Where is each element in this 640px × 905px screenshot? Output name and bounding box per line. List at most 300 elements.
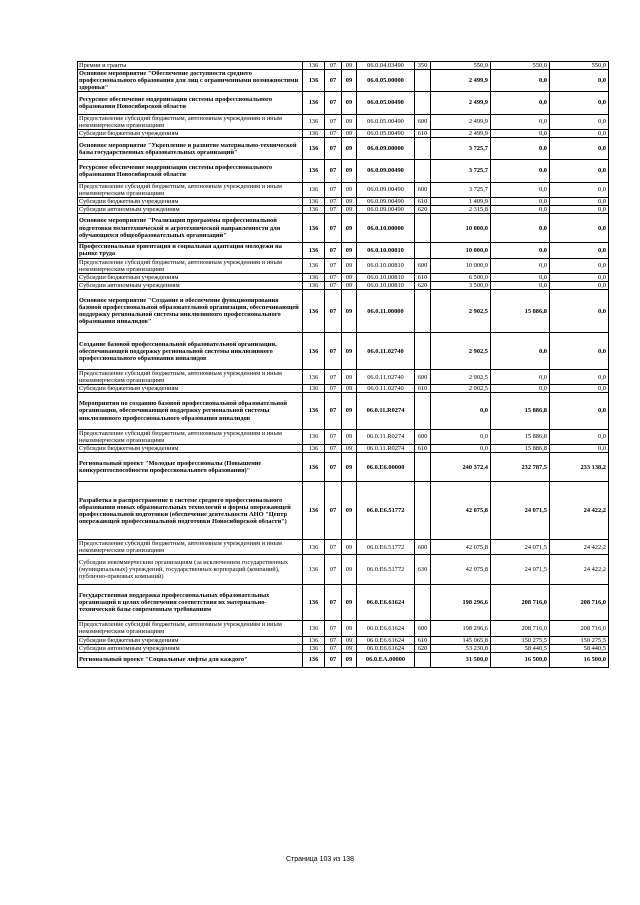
row-gr: 136 bbox=[303, 258, 325, 273]
row-rz: 07 bbox=[325, 289, 342, 333]
row-vr: 620 bbox=[415, 281, 431, 289]
row-name: Предоставление субсидий бюджетным, автономным учреждениям и иным некоммерческим организациям bbox=[78, 429, 303, 444]
row-amount-year3: 0,0 bbox=[550, 369, 609, 384]
row-amount-year2: 208 716,0 bbox=[491, 584, 550, 621]
row-name: Субсидии бюджетным учреждениям bbox=[78, 129, 303, 137]
row-vr: 610 bbox=[415, 273, 431, 281]
row-rz: 07 bbox=[325, 369, 342, 384]
row-name: Ресурсное обеспечение модернизации системы профессионального образования Новосибирской области bbox=[78, 92, 303, 114]
row-gr: 136 bbox=[303, 182, 325, 197]
row-vr: 600 bbox=[415, 258, 431, 273]
row-gr: 136 bbox=[303, 243, 325, 258]
table-row bbox=[78, 385, 609, 393]
row-csr: 06.0.09.00490 bbox=[357, 205, 415, 213]
row-amount-year2: 0,0 bbox=[491, 258, 550, 273]
row-name: Субсидии автономным учреждениям bbox=[78, 205, 303, 213]
table-row bbox=[78, 636, 609, 644]
table-row bbox=[78, 137, 609, 159]
row-amount-year2: 15 886,8 bbox=[491, 289, 550, 333]
row-amount-year1: 42 075,8 bbox=[431, 555, 491, 584]
row-gr: 136 bbox=[303, 92, 325, 114]
row-pr: 09 bbox=[342, 540, 357, 555]
row-name: Предоставление субсидий бюджетным, автономным учреждениям и иным некоммерческим организациям bbox=[78, 621, 303, 636]
row-amount-year1: 2 499,9 bbox=[431, 92, 491, 114]
table-row bbox=[78, 62, 609, 70]
row-amount-year2: 0,0 bbox=[491, 205, 550, 213]
table-row bbox=[78, 621, 609, 636]
row-amount-year3: 24 422,2 bbox=[550, 540, 609, 555]
table-row bbox=[78, 129, 609, 137]
row-pr: 09 bbox=[342, 369, 357, 384]
row-gr: 136 bbox=[303, 205, 325, 213]
row-amount-year2: 0,0 bbox=[491, 385, 550, 393]
row-amount-year3: 0,0 bbox=[550, 182, 609, 197]
row-csr: 06.0.05.00490 bbox=[357, 129, 415, 137]
row-amount-year1: 2 499,9 bbox=[431, 114, 491, 129]
row-vr bbox=[415, 160, 431, 182]
row-amount-year2: 0,0 bbox=[491, 70, 550, 92]
table-row bbox=[78, 652, 609, 667]
row-name: Основное мероприятие "Реализация программы профессиональной подготовки политехнической и агротехнической направленности для обучающихся общеобразовательных организаций" bbox=[78, 213, 303, 242]
row-rz: 07 bbox=[325, 636, 342, 644]
row-amount-year1: 2 315,8 bbox=[431, 205, 491, 213]
row-gr: 136 bbox=[303, 555, 325, 584]
row-pr: 09 bbox=[342, 393, 357, 430]
table-row bbox=[78, 429, 609, 444]
row-csr: 06.0.11.R0274 bbox=[357, 429, 415, 444]
row-vr bbox=[415, 393, 431, 430]
table-row bbox=[78, 243, 609, 258]
row-gr: 136 bbox=[303, 393, 325, 430]
row-pr: 09 bbox=[342, 182, 357, 197]
row-vr: 630 bbox=[415, 555, 431, 584]
row-amount-year2: 0,0 bbox=[491, 92, 550, 114]
table-row bbox=[78, 540, 609, 555]
row-amount-year1: 42 075,8 bbox=[431, 540, 491, 555]
row-vr: 600 bbox=[415, 182, 431, 197]
row-vr bbox=[415, 482, 431, 540]
row-amount-year3: 0,0 bbox=[550, 429, 609, 444]
row-amount-year1: 240 372,4 bbox=[431, 453, 491, 482]
row-name: Субсидии автономным учреждениям bbox=[78, 644, 303, 652]
row-gr: 136 bbox=[303, 137, 325, 159]
row-amount-year3: 0,0 bbox=[550, 243, 609, 258]
row-name: Субсидии бюджетным учреждениям bbox=[78, 385, 303, 393]
row-vr: 600 bbox=[415, 540, 431, 555]
row-rz: 07 bbox=[325, 182, 342, 197]
row-amount-year3: 550,0 bbox=[550, 62, 609, 70]
row-name: Создание базовой профессиональной образовательной организации, обеспечивающей поддержку региональной системы инклюзивного профессионального образования инвалидов bbox=[78, 333, 303, 370]
row-csr: 06.0.E6.51772 bbox=[357, 540, 415, 555]
row-amount-year3: 0,0 bbox=[550, 273, 609, 281]
row-vr: 350 bbox=[415, 62, 431, 70]
row-gr: 136 bbox=[303, 636, 325, 644]
row-rz: 07 bbox=[325, 197, 342, 205]
row-csr: 06.0.E6.61624 bbox=[357, 584, 415, 621]
row-rz: 07 bbox=[325, 393, 342, 430]
row-pr: 09 bbox=[342, 453, 357, 482]
row-gr: 136 bbox=[303, 540, 325, 555]
row-amount-year3: 0,0 bbox=[550, 258, 609, 273]
row-name: Ресурсное обеспечение модернизации системы профессионального образования Новосибирской области bbox=[78, 160, 303, 182]
row-amount-year2: 15 886,8 bbox=[491, 429, 550, 444]
row-gr: 136 bbox=[303, 652, 325, 667]
row-amount-year2: 0,0 bbox=[491, 114, 550, 129]
row-name: Региональный проект "Социальные лифты для каждого" bbox=[78, 652, 303, 667]
row-csr: 06.0.11.02740 bbox=[357, 385, 415, 393]
row-gr: 136 bbox=[303, 369, 325, 384]
row-csr: 06.0.E6.61624 bbox=[357, 644, 415, 652]
row-amount-year3: 0,0 bbox=[550, 385, 609, 393]
row-amount-year2: 0,0 bbox=[491, 273, 550, 281]
table-row bbox=[78, 482, 609, 540]
row-rz: 07 bbox=[325, 555, 342, 584]
row-rz: 07 bbox=[325, 385, 342, 393]
row-rz: 07 bbox=[325, 540, 342, 555]
row-vr bbox=[415, 453, 431, 482]
row-name: Региональный проект "Молодые профессионалы (Повышение конкурентоспособности профессионального образования)" bbox=[78, 453, 303, 482]
row-vr: 620 bbox=[415, 205, 431, 213]
row-amount-year1: 2 499,9 bbox=[431, 129, 491, 137]
row-csr: 06.0.09.00490 bbox=[357, 182, 415, 197]
row-gr: 136 bbox=[303, 70, 325, 92]
row-rz: 07 bbox=[325, 281, 342, 289]
row-csr: 06.0.10.00810 bbox=[357, 258, 415, 273]
table-row bbox=[78, 444, 609, 452]
row-amount-year3: 0,0 bbox=[550, 129, 609, 137]
row-rz: 07 bbox=[325, 213, 342, 242]
row-amount-year3: 0,0 bbox=[550, 281, 609, 289]
row-name: Субсидии бюджетным учреждениям bbox=[78, 197, 303, 205]
row-amount-year1: 10 000,0 bbox=[431, 243, 491, 258]
row-pr: 09 bbox=[342, 205, 357, 213]
row-gr: 136 bbox=[303, 453, 325, 482]
row-amount-year2: 16 500,0 bbox=[491, 652, 550, 667]
row-amount-year1: 145 065,8 bbox=[431, 636, 491, 644]
row-amount-year1: 2 902,5 bbox=[431, 369, 491, 384]
row-name: Основное мероприятие "Создание и обеспечение функционирования базовой профессиональной образовательной организации, обеспечивающей поддержку региональной системы инклюзивного профессионального образования инвалидов" bbox=[78, 289, 303, 333]
row-name: Субсидии автономным учреждениям bbox=[78, 281, 303, 289]
row-amount-year1: 10 000,0 bbox=[431, 213, 491, 242]
row-rz: 07 bbox=[325, 114, 342, 129]
row-name: Государственная поддержка профессиональных образовательных организаций в целях обеспечения соответствия их материально-технической базы современным требованиям bbox=[78, 584, 303, 621]
row-amount-year2: 15 886,8 bbox=[491, 393, 550, 430]
row-rz: 07 bbox=[325, 644, 342, 652]
row-rz: 07 bbox=[325, 584, 342, 621]
row-gr: 136 bbox=[303, 482, 325, 540]
row-rz: 07 bbox=[325, 652, 342, 667]
row-pr: 09 bbox=[342, 92, 357, 114]
row-pr: 09 bbox=[342, 644, 357, 652]
row-name: Предоставление субсидий бюджетным, автономным учреждениям и иным некоммерческим организациям bbox=[78, 540, 303, 555]
row-vr bbox=[415, 137, 431, 159]
row-vr: 620 bbox=[415, 644, 431, 652]
row-amount-year3: 0,0 bbox=[550, 70, 609, 92]
row-amount-year1: 2 902,5 bbox=[431, 385, 491, 393]
row-csr: 06.0.11.02740 bbox=[357, 369, 415, 384]
row-vr: 610 bbox=[415, 444, 431, 452]
row-vr bbox=[415, 333, 431, 370]
table-row bbox=[78, 584, 609, 621]
table-row bbox=[78, 197, 609, 205]
row-csr: 06.0.10.00810 bbox=[357, 243, 415, 258]
table-row bbox=[78, 114, 609, 129]
row-rz: 07 bbox=[325, 621, 342, 636]
row-csr: 06.0.11.R0274 bbox=[357, 393, 415, 430]
row-rz: 07 bbox=[325, 243, 342, 258]
row-csr: 06.0.05.00000 bbox=[357, 70, 415, 92]
row-csr: 06.0.11.02740 bbox=[357, 333, 415, 370]
row-amount-year3: 0,0 bbox=[550, 333, 609, 370]
row-name: Субсидии некоммерческим организациям (за исключением государственных (муниципальных) учреждений, государственных корпораций (компаний), публично-правовых компаний) bbox=[78, 555, 303, 584]
row-amount-year2: 0,0 bbox=[491, 243, 550, 258]
row-pr: 09 bbox=[342, 243, 357, 258]
row-amount-year2: 24 071,5 bbox=[491, 555, 550, 584]
row-vr: 610 bbox=[415, 385, 431, 393]
table-row bbox=[78, 258, 609, 273]
row-gr: 136 bbox=[303, 213, 325, 242]
row-name: Профессиональная ориентация и социальная адаптация молодежи на рынке труда bbox=[78, 243, 303, 258]
row-pr: 09 bbox=[342, 62, 357, 70]
row-csr: 06.0.E6.61624 bbox=[357, 636, 415, 644]
row-rz: 07 bbox=[325, 482, 342, 540]
row-gr: 136 bbox=[303, 621, 325, 636]
row-csr: 06.0.09.00490 bbox=[357, 197, 415, 205]
row-gr: 136 bbox=[303, 273, 325, 281]
row-name: Основное мероприятие "Обеспечение доступности среднего профессионального образования для лиц с ограниченными возможностями здоровья" bbox=[78, 70, 303, 92]
row-amount-year1: 1 409,9 bbox=[431, 197, 491, 205]
row-rz: 07 bbox=[325, 92, 342, 114]
row-pr: 09 bbox=[342, 258, 357, 273]
row-amount-year1: 0,0 bbox=[431, 429, 491, 444]
row-pr: 09 bbox=[342, 160, 357, 182]
row-csr: 06.0.E6.61624 bbox=[357, 621, 415, 636]
row-amount-year2: 0,0 bbox=[491, 197, 550, 205]
row-amount-year1: 6 500,0 bbox=[431, 273, 491, 281]
row-amount-year2: 24 071,5 bbox=[491, 540, 550, 555]
row-amount-year1: 3 725,7 bbox=[431, 137, 491, 159]
row-name: Предоставление субсидий бюджетным, автономным учреждениям и иным некоммерческим организациям bbox=[78, 114, 303, 129]
row-amount-year3: 58 440,5 bbox=[550, 644, 609, 652]
row-csr: 06.0.10.00810 bbox=[357, 273, 415, 281]
row-pr: 09 bbox=[342, 70, 357, 92]
row-amount-year2: 0,0 bbox=[491, 333, 550, 370]
row-rz: 07 bbox=[325, 205, 342, 213]
row-amount-year2: 0,0 bbox=[491, 213, 550, 242]
row-amount-year3: 208 716,0 bbox=[550, 584, 609, 621]
row-gr: 136 bbox=[303, 444, 325, 452]
table-row bbox=[78, 333, 609, 370]
table-row bbox=[78, 369, 609, 384]
row-pr: 09 bbox=[342, 429, 357, 444]
row-gr: 136 bbox=[303, 584, 325, 621]
row-csr: 06.0.10.00810 bbox=[357, 281, 415, 289]
row-pr: 09 bbox=[342, 197, 357, 205]
table-row bbox=[78, 453, 609, 482]
row-name: Мероприятия по созданию базовой профессиональной образовательной организации, обеспечивающей поддержку региональной системы инклюзивного профессионального образования инвалидов bbox=[78, 393, 303, 430]
row-amount-year2: 208 716,0 bbox=[491, 621, 550, 636]
row-csr: 06.0.09.00000 bbox=[357, 137, 415, 159]
row-pr: 09 bbox=[342, 129, 357, 137]
row-csr: 06.0.E6.00000 bbox=[357, 453, 415, 482]
row-name: Основное мероприятие "Укрепление и развитие материально-технической базы государственных образовательных организаций" bbox=[78, 137, 303, 159]
row-amount-year2: 0,0 bbox=[491, 137, 550, 159]
row-pr: 09 bbox=[342, 281, 357, 289]
row-vr bbox=[415, 584, 431, 621]
row-vr: 600 bbox=[415, 621, 431, 636]
row-pr: 09 bbox=[342, 555, 357, 584]
row-csr: 06.0.11.R0274 bbox=[357, 444, 415, 452]
row-rz: 07 bbox=[325, 62, 342, 70]
row-amount-year3: 208 716,0 bbox=[550, 621, 609, 636]
row-amount-year3: 0,0 bbox=[550, 205, 609, 213]
row-vr bbox=[415, 213, 431, 242]
row-amount-year3: 0,0 bbox=[550, 114, 609, 129]
table-row bbox=[78, 555, 609, 584]
row-amount-year1: 198 296,6 bbox=[431, 584, 491, 621]
row-pr: 09 bbox=[342, 333, 357, 370]
row-amount-year1: 31 500,0 bbox=[431, 652, 491, 667]
table-row bbox=[78, 281, 609, 289]
row-rz: 07 bbox=[325, 429, 342, 444]
row-amount-year3: 0,0 bbox=[550, 444, 609, 452]
row-name: Субсидии бюджетным учреждениям bbox=[78, 636, 303, 644]
row-amount-year1: 42 075,8 bbox=[431, 482, 491, 540]
page-footer: Страница 103 из 138 bbox=[285, 856, 355, 863]
row-amount-year3: 0,0 bbox=[550, 160, 609, 182]
row-csr: 06.0.04.03490 bbox=[357, 62, 415, 70]
row-pr: 09 bbox=[342, 137, 357, 159]
row-pr: 09 bbox=[342, 273, 357, 281]
row-csr: 06.0.10.00000 bbox=[357, 213, 415, 242]
row-vr bbox=[415, 92, 431, 114]
row-amount-year1: 0,0 bbox=[431, 393, 491, 430]
row-name: Премии и гранты bbox=[78, 62, 303, 70]
row-amount-year3: 0,0 bbox=[550, 197, 609, 205]
row-amount-year2: 15 886,8 bbox=[491, 444, 550, 452]
row-amount-year1: 3 725,7 bbox=[431, 160, 491, 182]
row-gr: 136 bbox=[303, 289, 325, 333]
row-vr: 600 bbox=[415, 114, 431, 129]
row-gr: 136 bbox=[303, 129, 325, 137]
row-amount-year2: 0,0 bbox=[491, 369, 550, 384]
row-rz: 07 bbox=[325, 273, 342, 281]
row-pr: 09 bbox=[342, 114, 357, 129]
table-row bbox=[78, 205, 609, 213]
row-amount-year3: 233 138,2 bbox=[550, 453, 609, 482]
table-row bbox=[78, 273, 609, 281]
row-vr: 600 bbox=[415, 429, 431, 444]
row-csr: 06.0.05.00490 bbox=[357, 92, 415, 114]
table-row bbox=[78, 393, 609, 430]
row-amount-year3: 24 422,2 bbox=[550, 482, 609, 540]
row-amount-year3: 0,0 bbox=[550, 213, 609, 242]
row-name: Предоставление субсидий бюджетным, автономным учреждениям и иным некоммерческим организациям bbox=[78, 369, 303, 384]
row-name: Субсидии бюджетным учреждениям bbox=[78, 444, 303, 452]
row-amount-year2: 0,0 bbox=[491, 182, 550, 197]
row-amount-year3: 16 500,0 bbox=[550, 652, 609, 667]
row-vr: 610 bbox=[415, 129, 431, 137]
row-amount-year3: 0,0 bbox=[550, 137, 609, 159]
table-row bbox=[78, 160, 609, 182]
row-gr: 136 bbox=[303, 160, 325, 182]
row-gr: 136 bbox=[303, 62, 325, 70]
row-pr: 09 bbox=[342, 444, 357, 452]
table-row bbox=[78, 92, 609, 114]
row-name: Разработка и распространение в системе среднего профессионального образования новых образовательных технологий и формы опережающей профессиональной подготовки (обеспечение деятельности АНО "Центр опережающей профессиональной подготовки Новосибирской области") bbox=[78, 482, 303, 540]
row-amount-year1: 53 230,8 bbox=[431, 644, 491, 652]
row-vr: 610 bbox=[415, 197, 431, 205]
row-name: Предоставление субсидий бюджетным, автономным учреждениям и иным некоммерческим организациям bbox=[78, 182, 303, 197]
row-name: Предоставление субсидий бюджетным, автономным учреждениям и иным некоммерческим организациям bbox=[78, 258, 303, 273]
row-pr: 09 bbox=[342, 289, 357, 333]
row-pr: 09 bbox=[342, 385, 357, 393]
row-gr: 136 bbox=[303, 197, 325, 205]
row-vr: 600 bbox=[415, 369, 431, 384]
row-amount-year1: 550,0 bbox=[431, 62, 491, 70]
row-rz: 07 bbox=[325, 160, 342, 182]
row-csr: 06.0.11.00000 bbox=[357, 289, 415, 333]
table-row bbox=[78, 289, 609, 333]
row-amount-year3: 0,0 bbox=[550, 92, 609, 114]
row-amount-year1: 2 902,5 bbox=[431, 289, 491, 333]
row-amount-year1: 2 902,5 bbox=[431, 333, 491, 370]
row-csr: 06.0.EA.00000 bbox=[357, 652, 415, 667]
row-amount-year2: 150 275,5 bbox=[491, 636, 550, 644]
row-pr: 09 bbox=[342, 652, 357, 667]
row-gr: 136 bbox=[303, 114, 325, 129]
row-pr: 09 bbox=[342, 482, 357, 540]
row-vr bbox=[415, 652, 431, 667]
row-amount-year2: 58 440,5 bbox=[491, 644, 550, 652]
row-amount-year2: 0,0 bbox=[491, 160, 550, 182]
row-amount-year3: 150 275,5 bbox=[550, 636, 609, 644]
row-csr: 06.0.05.00490 bbox=[357, 114, 415, 129]
row-csr: 06.0.09.00490 bbox=[357, 160, 415, 182]
row-csr: 06.0.E6.51772 bbox=[357, 482, 415, 540]
budget-table bbox=[77, 61, 609, 668]
row-pr: 09 bbox=[342, 621, 357, 636]
row-amount-year2: 0,0 bbox=[491, 129, 550, 137]
row-pr: 09 bbox=[342, 213, 357, 242]
row-vr bbox=[415, 243, 431, 258]
row-amount-year3: 0,0 bbox=[550, 393, 609, 430]
row-rz: 07 bbox=[325, 333, 342, 370]
row-amount-year1: 3 500,0 bbox=[431, 281, 491, 289]
row-gr: 136 bbox=[303, 385, 325, 393]
table-row bbox=[78, 644, 609, 652]
row-amount-year1: 198 296,6 bbox=[431, 621, 491, 636]
table-row bbox=[78, 70, 609, 92]
table-row bbox=[78, 213, 609, 242]
row-amount-year1: 0,0 bbox=[431, 444, 491, 452]
row-amount-year2: 232 787,5 bbox=[491, 453, 550, 482]
row-rz: 07 bbox=[325, 129, 342, 137]
row-gr: 136 bbox=[303, 333, 325, 370]
row-rz: 07 bbox=[325, 444, 342, 452]
row-amount-year2: 550,0 bbox=[491, 62, 550, 70]
row-amount-year3: 0,0 bbox=[550, 289, 609, 333]
row-amount-year2: 0,0 bbox=[491, 281, 550, 289]
row-gr: 136 bbox=[303, 644, 325, 652]
row-amount-year1: 2 499,9 bbox=[431, 70, 491, 92]
row-rz: 07 bbox=[325, 137, 342, 159]
table-row bbox=[78, 182, 609, 197]
row-rz: 07 bbox=[325, 258, 342, 273]
row-pr: 09 bbox=[342, 636, 357, 644]
row-name: Субсидии бюджетным учреждениям bbox=[78, 273, 303, 281]
row-rz: 07 bbox=[325, 453, 342, 482]
